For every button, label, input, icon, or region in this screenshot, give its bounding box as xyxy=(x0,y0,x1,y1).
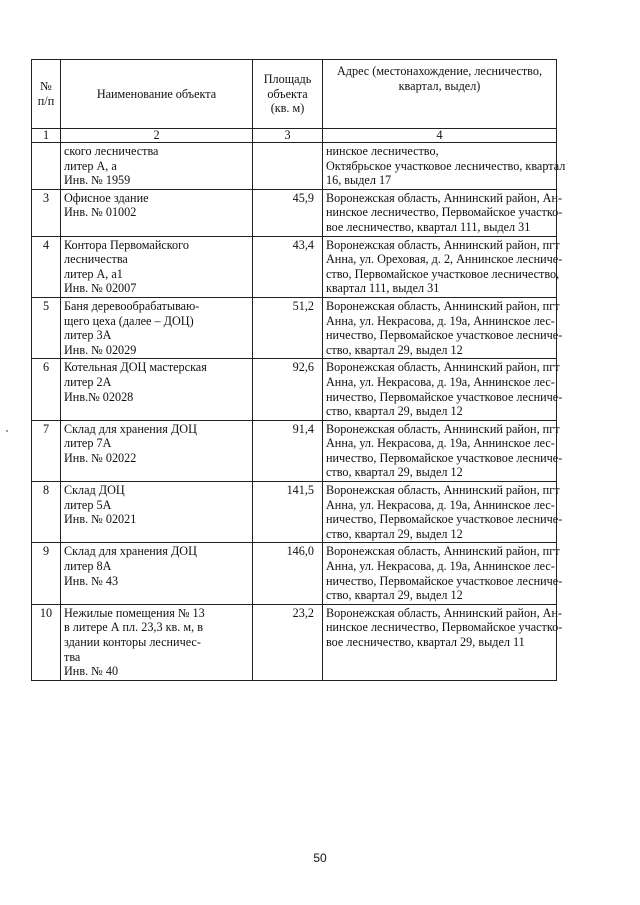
text-line: Площадь xyxy=(263,72,312,87)
object-name-cell xyxy=(61,604,253,680)
text-line: Инв. № 43 xyxy=(64,573,119,588)
area-cell xyxy=(253,297,323,358)
text-line: литер 5А xyxy=(64,497,112,512)
text-line: 6 xyxy=(42,360,50,375)
text-line: 3 xyxy=(42,190,50,205)
text-line: 43,4 xyxy=(292,237,314,252)
table-row xyxy=(32,297,557,358)
row-number-cell xyxy=(32,543,61,604)
text-line: 146,0 xyxy=(286,544,314,559)
text-line: Анна, ул. Ореховая, д. 2, Аннинское лесниче- xyxy=(326,252,563,267)
text-line: Анна, ул. Некрасова, д. 19а, Аннинское лес- xyxy=(326,436,555,451)
text-line: ство, квартал 29, выдел 12 xyxy=(326,342,463,357)
address-cell xyxy=(323,189,563,236)
text-line: литер 3А xyxy=(64,328,112,343)
text-line: 5 xyxy=(42,298,50,313)
text-line: 51,2 xyxy=(292,298,314,313)
table-row xyxy=(32,359,557,420)
column-number: 2 xyxy=(61,129,253,143)
address-cell xyxy=(323,482,563,543)
text-line: здании конторы лесничес- xyxy=(64,635,201,649)
text-line: ство, квартал 29, выдел 12 xyxy=(326,404,463,419)
text-line: ство, квартал 29, выдел 12 xyxy=(326,588,463,603)
text-line: Склад ДОЦ xyxy=(64,483,125,498)
text-line: нинское лесничество, Первомайское участко- xyxy=(326,205,563,220)
text-line: Воронежская область, Аннинский район, Ан- xyxy=(326,190,563,205)
text-line: в литере А пл. 23,3 кв. м, в xyxy=(64,620,203,635)
text-line: объекта xyxy=(267,86,308,101)
header-num xyxy=(32,60,61,129)
text-line: Воронежская область, Аннинский район, Ан- xyxy=(326,605,563,620)
text-line: тва xyxy=(64,649,81,664)
text-line: 8 xyxy=(42,483,50,498)
table-body xyxy=(32,143,566,681)
text-line: Анна, ул. Некрасова, д. 19а, Аннинское лес- xyxy=(326,559,555,574)
column-number: 1 xyxy=(32,129,61,143)
table-row xyxy=(32,143,557,190)
text-line: Нежилые помещения № 13 xyxy=(64,605,205,620)
text-line: нинское лесничество, Первомайское участко- xyxy=(326,620,563,635)
text-line: нинское лесничество, xyxy=(326,144,439,158)
text-line: Воронежская область, Аннинский район, пгт xyxy=(326,298,560,313)
text-line: ство, квартал 29, выдел 12 xyxy=(326,465,463,480)
address-cell xyxy=(323,143,566,190)
text-line: 23,2 xyxy=(292,605,314,620)
text-line: Инв. № 02022 xyxy=(64,450,137,465)
table-row xyxy=(32,543,557,604)
text-line: Октябрьское участковое лесничество, квартал xyxy=(326,158,566,173)
row-number-cell xyxy=(32,236,61,297)
area-cell xyxy=(253,236,323,297)
text-line: литер А, а xyxy=(64,158,117,173)
header-row xyxy=(32,60,557,129)
text-line: щего цеха (далее – ДОЦ) xyxy=(64,313,194,328)
area-cell xyxy=(253,143,323,190)
object-name-cell xyxy=(61,143,253,190)
text-line: квартал 111, выдел 31 xyxy=(326,281,440,296)
text-line: Анна, ул. Некрасова, д. 19а, Аннинское лес- xyxy=(326,374,555,389)
text-line: Воронежская область, Аннинский район, пгт xyxy=(326,421,560,436)
text-line: Инв.№ 02028 xyxy=(64,389,134,404)
text-line: 45,9 xyxy=(292,190,314,205)
area-cell xyxy=(253,359,323,420)
text-line: Воронежская область, Аннинский район, пгт xyxy=(326,360,560,375)
text-line: Контора Первомайского xyxy=(64,237,189,252)
text-line: ничество, Первомайское участковое лесниче- xyxy=(326,573,563,588)
text-line: Баня деревообрабатываю- xyxy=(64,298,200,313)
text-line: вое лесничество, квартал 29, выдел 11 xyxy=(326,635,525,649)
text-line: Инв. № 01002 xyxy=(64,205,137,220)
row-number-cell xyxy=(32,420,61,481)
address-cell xyxy=(323,359,563,420)
table-row xyxy=(32,236,557,297)
text-line: Инв. № 1959 xyxy=(64,173,131,188)
text-line: Инв. № 40 xyxy=(64,664,119,679)
row-number-cell xyxy=(32,359,61,420)
text-line: ского лесничества xyxy=(64,144,159,158)
row-number-cell xyxy=(32,604,61,680)
text-line: Инв. № 02007 xyxy=(64,281,137,296)
text-line: 16, выдел 17 xyxy=(326,173,392,188)
text-line: 141,5 xyxy=(286,483,314,498)
text-line: Адрес (местонахождение, лесничество, xyxy=(337,64,542,78)
page-number: 50 xyxy=(313,851,327,865)
text-line: литер 2А xyxy=(64,374,112,389)
row-number-cell xyxy=(32,482,61,543)
text-line: Склад для хранения ДОЦ xyxy=(64,544,197,559)
text-line: 4 xyxy=(42,237,50,252)
text-line: п/п xyxy=(37,94,55,108)
text-line: Склад для хранения ДОЦ xyxy=(64,421,197,436)
column-number-row xyxy=(32,129,557,143)
row-number-cell xyxy=(32,189,61,236)
object-name-cell xyxy=(61,236,253,297)
header-area xyxy=(253,60,323,129)
object-name-cell xyxy=(61,297,253,358)
text-line: Анна, ул. Некрасова, д. 19а, Аннинское лес- xyxy=(326,497,555,512)
object-name-cell xyxy=(61,543,253,604)
text-line: лесничества xyxy=(64,252,128,267)
text-line: 92,6 xyxy=(292,360,314,375)
area-cell xyxy=(253,420,323,481)
address-cell xyxy=(323,420,563,481)
text-line: ничество, Первомайское участковое лесниче- xyxy=(326,389,563,404)
area-cell xyxy=(253,604,323,680)
scan-mark xyxy=(6,430,8,432)
text-line: литер 8А xyxy=(64,559,112,574)
object-name-cell xyxy=(61,189,253,236)
address-cell xyxy=(323,543,563,604)
text-line: 9 xyxy=(42,544,50,559)
object-name-cell xyxy=(61,482,253,543)
header-address xyxy=(323,60,557,129)
text-line: (кв. м) xyxy=(270,101,305,116)
text-line: 10 xyxy=(39,605,53,620)
text-line: ничество, Первомайское участковое лесниче- xyxy=(326,328,563,343)
text-line: Наименование объекта xyxy=(96,86,217,101)
objects-table-container xyxy=(31,59,566,681)
object-name-cell xyxy=(61,420,253,481)
column-number: 3 xyxy=(253,129,323,143)
text-line: Воронежская область, Аннинский район, пгт xyxy=(326,483,560,498)
address-cell xyxy=(323,604,563,680)
row-number-cell xyxy=(32,297,61,358)
text-line: вое лесничество, квартал 111, выдел 31 xyxy=(326,219,531,234)
area-cell xyxy=(253,543,323,604)
text-line: Котельная ДОЦ мастерская xyxy=(64,360,207,375)
text-line: № xyxy=(40,79,52,94)
column-number: 4 xyxy=(323,129,557,143)
address-cell xyxy=(323,297,563,358)
area-cell xyxy=(253,189,323,236)
text-line: ничество, Первомайское участковое лесниче- xyxy=(326,512,563,527)
text-line: ничество, Первомайское участковое лесниче- xyxy=(326,450,563,465)
header-name xyxy=(61,60,253,129)
table-row xyxy=(32,482,557,543)
table-row xyxy=(32,420,557,481)
text-line: литер А, а1 xyxy=(64,266,123,281)
text-line: Воронежская область, Аннинский район, пгт xyxy=(326,237,560,252)
table-row xyxy=(32,604,557,680)
text-line: 7 xyxy=(42,421,50,436)
text-line: Офисное здание xyxy=(64,190,149,205)
text-line: 91,4 xyxy=(292,421,314,436)
address-cell xyxy=(323,236,563,297)
area-cell xyxy=(253,482,323,543)
objects-table xyxy=(31,59,566,681)
table-row xyxy=(32,189,557,236)
text-line: ство, квартал 29, выдел 12 xyxy=(326,526,463,541)
text-line: ство, Первомайское участковое лесничество, xyxy=(326,266,560,281)
text-line: квартал, выдел) xyxy=(398,78,481,93)
text-line: литер 7А xyxy=(64,436,112,451)
object-name-cell xyxy=(61,359,253,420)
text-line: Воронежская область, Аннинский район, пгт xyxy=(326,544,560,559)
text-line: Анна, ул. Некрасова, д. 19а, Аннинское лес- xyxy=(326,313,555,328)
row-number-cell xyxy=(32,143,61,190)
text-line: Инв. № 02021 xyxy=(64,512,137,527)
text-line: Инв. № 02029 xyxy=(64,342,137,357)
